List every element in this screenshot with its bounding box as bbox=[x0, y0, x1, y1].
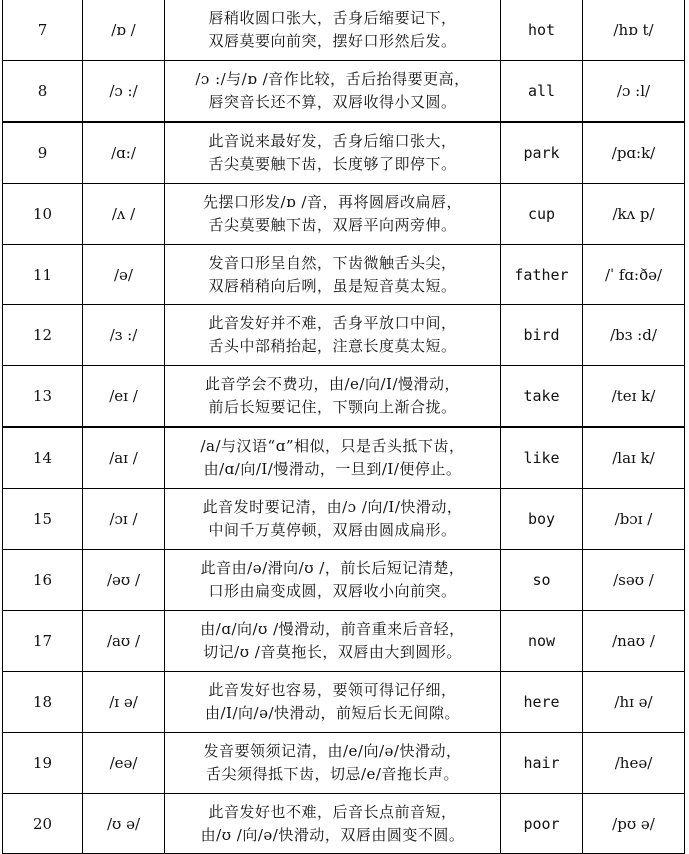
pronunciation-description bbox=[165, 610, 501, 671]
description-line: 前后长短要记住，下颚向上渐合拢。 bbox=[208, 398, 457, 417]
example-word: take bbox=[501, 366, 583, 427]
description-line: 舌尖莫要触下齿，双唇平向两旁伸。 bbox=[208, 215, 457, 234]
example-transcription: /bɜ :d/ bbox=[583, 305, 685, 366]
description-line: 发音口形呈自然，下齿微触舌头尖， bbox=[208, 253, 457, 272]
table-row bbox=[3, 732, 685, 793]
description-line: 发音要领须记清，由/e/向/ə/快滑动， bbox=[203, 741, 462, 760]
phonetic-symbol: /ʌ / bbox=[83, 183, 165, 244]
pronunciation-description bbox=[165, 489, 501, 550]
description-line: 舌头中部稍抬起，注意长度莫太短。 bbox=[208, 337, 457, 356]
row-number: 19 bbox=[3, 732, 83, 793]
example-word: bird bbox=[501, 305, 583, 366]
description-line: 由/ʊ /向/ə/快滑动，双唇由圆变不圆。 bbox=[200, 825, 465, 844]
pronunciation-description bbox=[165, 793, 501, 854]
description-line: 口形由扁变成圆，双唇收小向前突。 bbox=[208, 581, 457, 600]
description-line: 由/ɑ/向/I/慢滑动，一旦到/I/便停止。 bbox=[203, 460, 462, 479]
example-transcription: /ɔ :l/ bbox=[583, 60, 685, 121]
example-word: boy bbox=[501, 489, 583, 550]
example-word: so bbox=[501, 550, 583, 611]
row-number: 12 bbox=[3, 305, 83, 366]
example-transcription: /hɪ ə/ bbox=[583, 671, 685, 732]
example-transcription: /səʊ / bbox=[583, 550, 685, 611]
description-line: 切记/ʊ /音莫拖长，双唇由大到圆形。 bbox=[203, 642, 462, 661]
description-line: 舌尖莫要触下齿，长度够了即停下。 bbox=[208, 154, 457, 173]
table-row bbox=[3, 489, 685, 550]
table-row bbox=[3, 366, 685, 427]
table-row bbox=[3, 122, 685, 183]
pronunciation-description bbox=[165, 0, 501, 60]
description-line: 舌尖须得抵下齿，切忌/e/音拖长声。 bbox=[206, 764, 459, 783]
example-transcription: /teɪ k/ bbox=[583, 366, 685, 427]
pronunciation-description bbox=[165, 671, 501, 732]
example-transcription: /naʊ / bbox=[583, 610, 685, 671]
row-number: 11 bbox=[3, 244, 83, 305]
phonetic-symbol: /ɜ :/ bbox=[83, 305, 165, 366]
example-word: all bbox=[501, 60, 583, 121]
description-line: 此音说来最好发，舌身后缩口张大， bbox=[208, 131, 457, 150]
row-number: 7 bbox=[3, 0, 83, 60]
description-line: 中间千万莫停顿，双唇由圆成扁形。 bbox=[208, 521, 457, 540]
example-word: now bbox=[501, 610, 583, 671]
example-word: poor bbox=[501, 793, 583, 854]
table-row bbox=[3, 550, 685, 611]
description-line: 此音学会不费功，由/e/向/I/慢滑动， bbox=[204, 375, 461, 394]
pronunciation-description bbox=[165, 122, 501, 183]
pronunciation-description bbox=[165, 427, 501, 488]
row-number: 9 bbox=[3, 122, 83, 183]
example-word: father bbox=[501, 244, 583, 305]
phonetics-table-body bbox=[3, 0, 685, 854]
pronunciation-description bbox=[165, 183, 501, 244]
description-line: /ɔ :/与/ɒ /音作比较，舌后抬得要更高， bbox=[195, 69, 470, 88]
example-word: here bbox=[501, 671, 583, 732]
row-number: 17 bbox=[3, 610, 83, 671]
table-row bbox=[3, 610, 685, 671]
phonetic-symbol: /aʊ / bbox=[83, 610, 165, 671]
example-word: hot bbox=[501, 0, 583, 60]
table-row bbox=[3, 671, 685, 732]
row-number: 13 bbox=[3, 366, 83, 427]
phonetic-symbol: /ə/ bbox=[83, 244, 165, 305]
phonetic-symbol: /eɪ / bbox=[83, 366, 165, 427]
phonetic-symbol: /əʊ / bbox=[83, 550, 165, 611]
example-transcription: /ˈ fɑ:ðə/ bbox=[583, 244, 685, 305]
example-transcription: /kʌ p/ bbox=[583, 183, 685, 244]
example-transcription: /heə/ bbox=[583, 732, 685, 793]
example-word: park bbox=[501, 122, 583, 183]
row-number: 15 bbox=[3, 489, 83, 550]
phonetic-symbol: /eə/ bbox=[83, 732, 165, 793]
row-number: 10 bbox=[3, 183, 83, 244]
description-line: 唇突音长还不算，双唇收得小又圆。 bbox=[208, 92, 457, 111]
example-word: like bbox=[501, 427, 583, 488]
phonetic-symbol: /ʊ ə/ bbox=[83, 793, 165, 854]
pronunciation-description bbox=[165, 305, 501, 366]
description-line: 唇稍收圆口张大，舌身后缩要记下， bbox=[208, 8, 457, 27]
description-line: 此音发好也容易，要领可得记仔细， bbox=[208, 680, 457, 699]
row-number: 14 bbox=[3, 427, 83, 488]
table-row bbox=[3, 427, 685, 488]
table-row bbox=[3, 793, 685, 854]
example-transcription: /bɔɪ / bbox=[583, 489, 685, 550]
example-transcription: /pɑ:k/ bbox=[583, 122, 685, 183]
description-line: 此音由/ə/滑向/ʊ /，前长后短记清楚， bbox=[200, 558, 465, 577]
description-line: 双唇莫要向前突，摆好口形然后发。 bbox=[208, 31, 457, 50]
phonetic-symbol: /aɪ / bbox=[83, 427, 165, 488]
example-transcription: /pʊ ə/ bbox=[583, 793, 685, 854]
phonetic-symbol: /ɔɪ / bbox=[83, 489, 165, 550]
pronunciation-description bbox=[165, 366, 501, 427]
row-number: 18 bbox=[3, 671, 83, 732]
description-line: /a/与汉语“ɑ”相似，只是舌头抵下齿， bbox=[200, 437, 465, 456]
phonetic-symbol: /ɑ:/ bbox=[83, 122, 165, 183]
example-word: hair bbox=[501, 732, 583, 793]
phonetics-table bbox=[2, 0, 685, 854]
phonetic-symbol: /ɔ :/ bbox=[83, 60, 165, 121]
row-number: 8 bbox=[3, 60, 83, 121]
example-transcription: /hɒ t/ bbox=[583, 0, 685, 60]
description-line: 此音发好也不难，后音长点前音短， bbox=[208, 802, 457, 821]
description-line: 由/ɑ/向/ʊ /慢滑动，前音重来后音轻， bbox=[200, 619, 465, 638]
table-row bbox=[3, 183, 685, 244]
description-line: 此音发好并不难，舌身平放口中间， bbox=[208, 314, 457, 333]
row-number: 20 bbox=[3, 793, 83, 854]
pronunciation-description bbox=[165, 60, 501, 121]
example-transcription: /laɪ k/ bbox=[583, 427, 685, 488]
description-line: 先摆口形发/ɒ /音，再将圆唇改扁唇， bbox=[203, 192, 462, 211]
table-row bbox=[3, 0, 685, 60]
table-row bbox=[3, 305, 685, 366]
table-row bbox=[3, 60, 685, 121]
description-line: 此音发时要记清，由/ɔ /向/I/快滑动， bbox=[202, 498, 463, 517]
phonetic-symbol: /ɒ / bbox=[83, 0, 165, 60]
example-word: cup bbox=[501, 183, 583, 244]
table-row bbox=[3, 244, 685, 305]
pronunciation-description bbox=[165, 550, 501, 611]
description-line: 双唇稍稍向后咧，虽是短音莫太短。 bbox=[208, 276, 457, 295]
row-number: 16 bbox=[3, 550, 83, 611]
pronunciation-description bbox=[165, 244, 501, 305]
description-line: 由/I/向/ə/快滑动，前短后长无间隙。 bbox=[204, 703, 461, 722]
phonetic-symbol: /ɪ ə/ bbox=[83, 671, 165, 732]
pronunciation-description bbox=[165, 732, 501, 793]
